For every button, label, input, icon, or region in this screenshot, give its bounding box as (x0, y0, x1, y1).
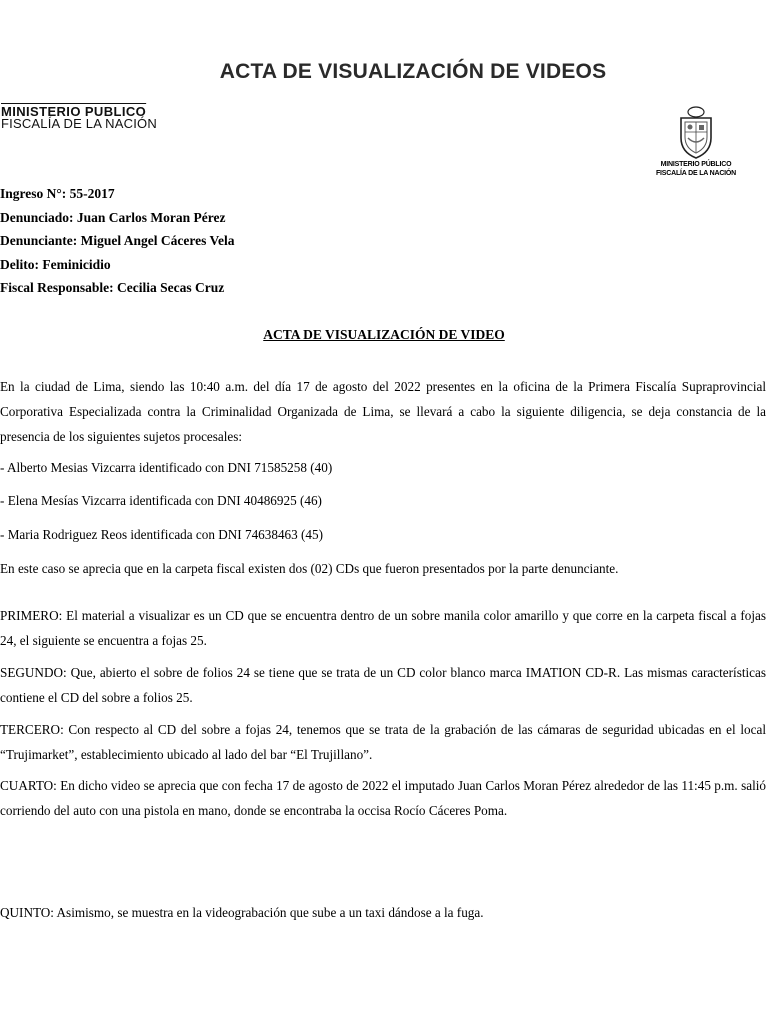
ministerio-publico-logo (1, 106, 191, 130)
coat-of-arms-icon (673, 104, 719, 160)
denunciado: Denunciado: Juan Carlos Moran Pérez (0, 209, 226, 225)
subject-item: - Alberto Mesias Vizcarra identificado con DNI 71585258 (40) (0, 460, 333, 475)
ingreso-number: Ingreso N°: 55-2017 (0, 186, 115, 201)
fiscal-responsable: Fiscal Responsable: Cecilia Secas Cruz (0, 280, 225, 295)
delito: Delito: Feminicidio (0, 256, 111, 272)
logo-left-line1: MINISTERIO PUBLICO (1, 104, 147, 119)
paragraph-quinto: QUINTO: Asimismo, se muestra en la videograbación que sube a un taxi dándose a la fuga. (0, 905, 484, 920)
denunciante: Denunciante: Miguel Angel Cáceres Vela (0, 233, 235, 248)
logo-left-line2: FISCALÍA DE LA NACIÓN (1, 116, 157, 131)
subject-item: - Elena Mesías Vizcarra identificada con DNI 40486925 (46) (0, 493, 322, 508)
subject-item: - Maria Rodriguez Reos identificada con DNI 74638463 (45) (0, 527, 324, 542)
seal-line1: MINISTERIO PÚBLICO (660, 161, 732, 168)
case-details (0, 184, 234, 302)
paragraph-segundo: SEGUNDO: Que, abierto el sobre de folios 24 se tiene que se trata de un CD color blanco marca IMATION CD-R. Las mismas características contiene el CD del sobre a folios 25. (0, 665, 766, 705)
document-title: ACTA DE VISUALIZACIÓN DE VIDEOS (219, 60, 607, 83)
intro-paragraph: En la ciudad de Lima, siendo las 10:40 a.m. del día 17 de agosto del 2022 presentes en la oficina de la Primera Fiscalía Supraprovincial Corporativa Especializada contra la Criminalidad Organizada de Lima, se llevará a cabo la siguiente diligencia, se deja constancia de la presencia de los siguientes sujetos procesales: (0, 379, 766, 444)
seal-line2: FISCALÍA DE LA NACIÓN (655, 170, 737, 177)
case-note: En este caso se aprecia que en la carpeta fiscal existen dos (02) CDs que fueron presentados por la parte denunciante. (0, 561, 619, 576)
paragraph-primero: PRIMERO: El material a visualizar es un CD que se encuentra dentro de un sobre manila color amarillo y que corre en la carpeta fiscal a fojas 24, el siguiente se encuentra a fojas 25. (0, 608, 766, 648)
section-subtitle: ACTA DE VISUALIZACIÓN DE VIDEO (263, 327, 505, 342)
fiscalia-seal (648, 104, 744, 178)
paragraph-tercero: TERCERO: Con respecto al CD del sobre a fojas 24, tenemos que se trata de la grabación de las cámaras de seguridad ubicadas en el local “Trujimarket”, establecimiento ubicado al lado del bar “El Trujillano”. (0, 722, 766, 762)
paragraph-cuarto: CUARTO: En dicho video se aprecia que con fecha 17 de agosto de 2022 el imputado Juan Carlos Moran Pérez alrededor de las 11:45 p.m. salió corriendo del auto con una pistola en mano, donde se encontraba la occisa Rocío Cáceres Poma. (0, 778, 766, 818)
